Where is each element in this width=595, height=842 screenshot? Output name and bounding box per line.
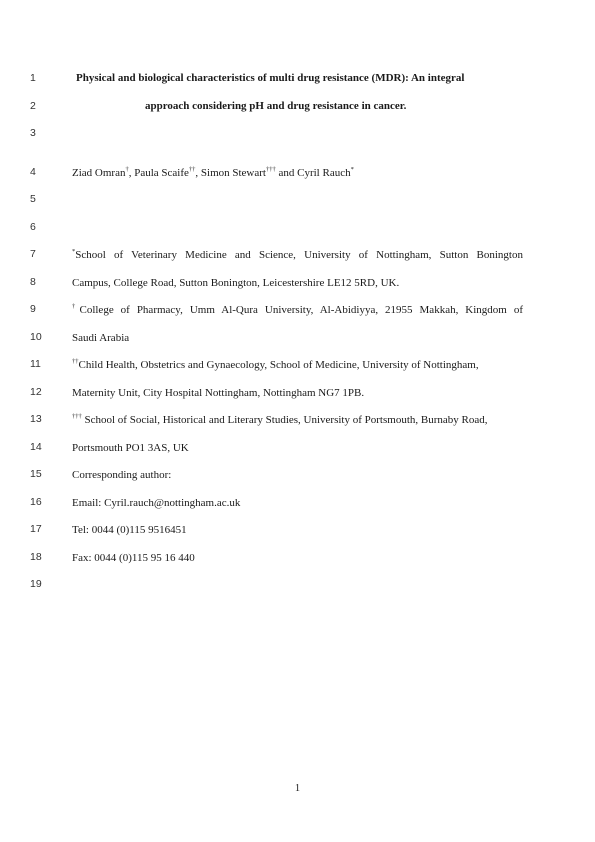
author-affiliation-mark: *	[350, 166, 354, 173]
affiliation-1-line-1	[72, 248, 523, 262]
line-number-12: 12	[30, 386, 42, 398]
corresponding-author-label: Corresponding author:	[72, 469, 172, 481]
author-separator: and	[275, 167, 298, 179]
line-number-11: 11	[30, 358, 41, 370]
affiliation-mark: †††	[72, 413, 82, 420]
affiliation-3-line-2: Maternity Unit, City Hospital Nottingham, Nottingham NG7 1PB.	[72, 387, 365, 399]
line-number-9: 9	[30, 303, 36, 315]
author-separator: ,	[128, 167, 135, 179]
contact-fax: Fax: 0044 (0)115 95 16 440	[72, 552, 195, 564]
affiliation-text: School of Social, Historical and Literary Studies, University of Portsmouth, Burnaby Road,	[81, 414, 488, 426]
affiliation-2-line-1	[72, 303, 523, 317]
line-number-19: 19	[30, 578, 42, 590]
affiliation-text: School of Veterinary Medicine and Science, University of Nottingham, Sutton Bonington	[75, 249, 523, 261]
line-number-18: 18	[30, 551, 42, 563]
affiliation-text: College of Pharmacy, Umm Al-Qura University, Al-Abidiyya, 21955 Makkah, Kingdom of	[79, 304, 524, 316]
author-name: Simon Stewart	[200, 167, 266, 179]
affiliation-text: Child Health, Obstetrics and Gynaecology, School of Medicine, University of Nottingham,	[78, 359, 479, 371]
author-affiliation-mark: †††	[265, 166, 276, 173]
line-number-8: 8	[30, 276, 36, 288]
line-number-7: 7	[30, 248, 36, 260]
line-number-10: 10	[30, 331, 42, 343]
line-number-2: 2	[30, 100, 36, 112]
line-number-6: 6	[30, 221, 36, 233]
author-affiliation-mark: †	[125, 166, 129, 173]
affiliation-mark: *	[72, 248, 76, 255]
affiliation-mark: †	[72, 303, 80, 310]
author-list	[72, 166, 523, 180]
page-number: 1	[294, 783, 301, 794]
affiliation-4-line-2: Portsmouth PO1 3AS, UK	[72, 442, 189, 454]
line-number-14: 14	[30, 441, 42, 453]
line-number-3: 3	[30, 127, 36, 139]
contact-email: Email: Cyril.rauch@nottingham.ac.uk	[72, 497, 241, 509]
paper-title-line-1: Physical and biological characteristics of multi drug resistance (MDR): An integral	[76, 72, 465, 84]
affiliation-1-line-2: Campus, College Road, Sutton Bonington, Leicestershire LE12 5RD, UK.	[72, 277, 400, 289]
affiliation-4-line-1	[72, 413, 523, 427]
line-number-13: 13	[30, 413, 42, 425]
author-separator: ,	[195, 167, 201, 179]
line-number-17: 17	[30, 523, 42, 535]
line-number-4: 4	[30, 166, 36, 178]
author-name: Cyril Rauch	[297, 167, 351, 179]
line-number-5: 5	[30, 193, 36, 205]
line-number-16: 16	[30, 496, 42, 508]
paper-title-line-2: approach considering pH and drug resistance in cancer.	[145, 100, 407, 112]
affiliation-3-line-1	[72, 358, 523, 372]
contact-telephone: Tel: 0044 (0)115 9516451	[72, 524, 187, 536]
affiliation-2-line-2: Saudi Arabia	[72, 332, 130, 344]
author-name: Paula Scaife	[134, 167, 189, 179]
affiliation-mark: ††	[72, 358, 79, 365]
author-name: Ziad Omran	[72, 167, 126, 179]
author-affiliation-mark: ††	[188, 166, 196, 173]
line-number-15: 15	[30, 468, 42, 480]
line-number-1: 1	[30, 72, 36, 84]
